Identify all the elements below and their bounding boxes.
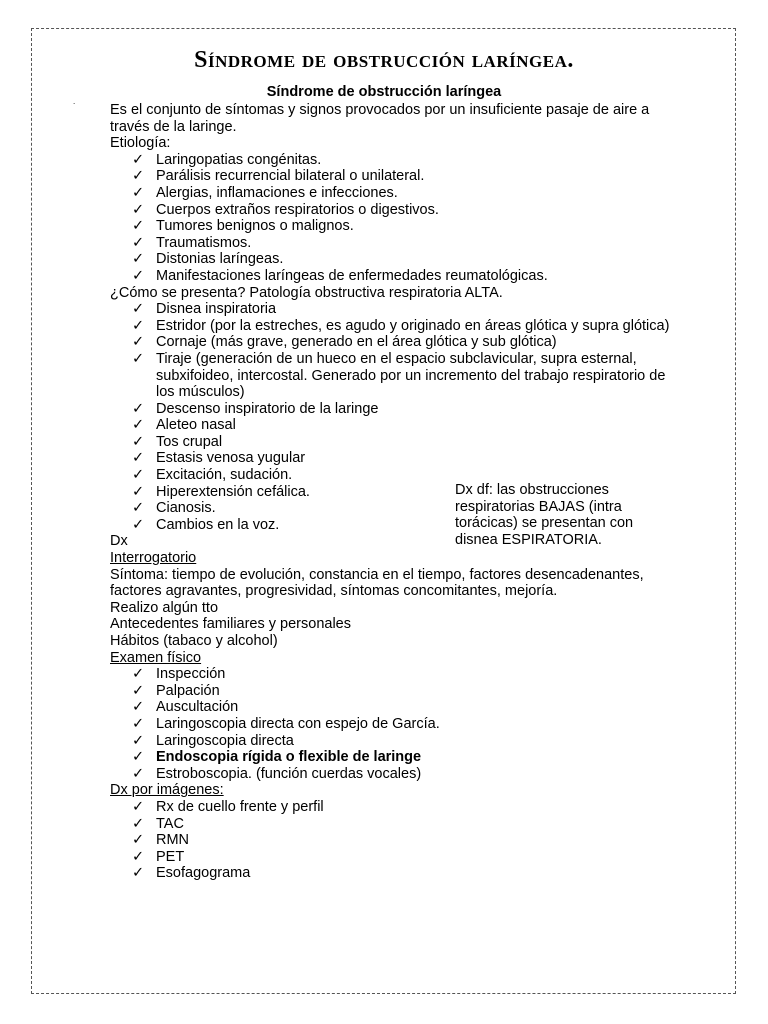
list-item: ✓ Palpación <box>132 682 220 699</box>
document-subtitle: Síndrome de obstrucción laríngea <box>266 84 502 100</box>
list-item: ✓ Tos crupal <box>132 433 223 450</box>
list-item: ✓ Aleteo nasal <box>132 417 236 434</box>
list-item: ✓ PET <box>132 848 185 865</box>
check-icon: ✓ <box>132 234 145 251</box>
list-item: ✓ Excitación, sudación. <box>132 467 293 484</box>
check-icon: ✓ <box>132 184 145 201</box>
check-icon: ✓ <box>132 682 145 699</box>
list-item: ✓ Endoscopia rígida o flexible de laringe <box>132 749 422 766</box>
presentation-heading: ¿Cómo se presenta? Patología obstructiva respiratoria ALTA. <box>110 284 503 301</box>
check-icon: ✓ <box>132 815 145 832</box>
check-icon: ✓ <box>132 666 145 683</box>
check-icon: ✓ <box>132 400 145 417</box>
list-item: ✓ Hiperextensión cefálica. <box>132 483 310 500</box>
side-note: Dx df: las obstrucciones respiratorias BAJAS (intra torácicas) se presentan con disnea ESPIRATORIA. <box>455 482 634 548</box>
dx-label: Dx <box>110 533 128 550</box>
check-icon: ✓ <box>132 500 145 517</box>
check-icon: ✓ <box>132 168 145 185</box>
list-item: ✓ Laringoscopia directa <box>132 732 294 749</box>
list-item: ✓ Cornaje (más grave, generado en el área glótica y sub glótica) <box>132 334 557 351</box>
exam-heading: Examen físico <box>110 649 202 666</box>
check-icon: ✓ <box>132 715 145 732</box>
check-icon: ✓ <box>132 317 145 334</box>
check-icon: ✓ <box>132 350 145 367</box>
check-icon: ✓ <box>132 483 145 500</box>
check-icon: ✓ <box>132 749 145 766</box>
list-item: ✓ Distonias laríngeas. <box>132 251 284 268</box>
check-icon: ✓ <box>132 699 145 716</box>
list-item: ✓ Inspección <box>132 666 226 683</box>
list-item: ✓ Estroboscopia. (función cuerdas vocales) <box>132 765 422 782</box>
list-item: ✓ Manifestaciones laríngeas de enfermedades reumatológicas. <box>132 267 548 284</box>
list-item: ✓ Rx de cuello frente y perfil <box>132 798 324 815</box>
list-item: ✓ Disnea inspiratoria <box>132 301 277 318</box>
check-icon: ✓ <box>132 832 145 849</box>
list-item: ✓ Cuerpos extraños respiratorios o digestivos. <box>132 201 439 218</box>
list-item: ✓ Traumatismos. <box>132 234 252 251</box>
list-item: ✓ Estridor (por la estreches, es agudo y originado en áreas glótica y supra glótica) <box>132 317 670 334</box>
history-line: Antecedentes familiares y personales <box>110 616 351 633</box>
document-title: Síndrome de obstrucción laríngea. <box>194 47 574 73</box>
list-item: ✓ Alergias, inflamaciones e infecciones. <box>132 184 398 201</box>
stray-mark: . <box>73 97 76 106</box>
symptom-paragraph: Síntoma: tiempo de evolución, constancia en el tiempo, factores desencadenantes, factores agravantes, progresividad, síntomas concomitantes, mejoría. <box>110 566 644 600</box>
intro-paragraph: Es el conjunto de síntomas y signos provocados por un insuficiente pasaje de aire a través de la laringe. <box>110 102 650 135</box>
imaging-list <box>110 799 670 882</box>
etiology-heading: Etiología: <box>110 135 171 152</box>
check-icon: ✓ <box>132 251 145 268</box>
check-icon: ✓ <box>132 301 145 318</box>
treatment-line: Realizo algún tto <box>110 599 219 616</box>
etiology-list <box>110 152 670 285</box>
check-icon: ✓ <box>132 417 145 434</box>
check-icon: ✓ <box>132 151 145 168</box>
list-item: ✓ Estasis venosa yugular <box>132 450 306 467</box>
check-icon: ✓ <box>132 798 145 815</box>
check-icon: ✓ <box>132 267 145 284</box>
interrogation-heading: Interrogatorio <box>110 550 197 567</box>
check-icon: ✓ <box>132 516 145 533</box>
check-icon: ✓ <box>132 765 145 782</box>
check-icon: ✓ <box>132 334 145 351</box>
check-icon: ✓ <box>132 218 145 235</box>
check-icon: ✓ <box>132 848 145 865</box>
list-item: ✓ Cambios en la voz. <box>132 516 280 533</box>
list-item: ✓ Tumores benignos o malignos. <box>132 218 354 235</box>
check-icon: ✓ <box>132 433 145 450</box>
imaging-heading: Dx por imágenes: <box>110 782 224 799</box>
check-icon: ✓ <box>132 865 145 882</box>
check-icon: ✓ <box>132 450 145 467</box>
list-item: ✓ RMN <box>132 832 190 849</box>
list-item: ✓ Parálisis recurrencial bilateral o unilateral. <box>132 168 425 185</box>
check-icon: ✓ <box>132 467 145 484</box>
check-icon: ✓ <box>132 201 145 218</box>
list-item: ✓ Tiraje (generación de un hueco en el espacio subclavicular, supra esternal, subxifoideo, intercostal. Generado por un incremento del trabajo respiratorio de los músculos) <box>132 350 666 401</box>
list-item: ✓ Auscultación <box>132 699 239 716</box>
check-icon: ✓ <box>132 732 145 749</box>
list-item: ✓ Laringoscopia directa con espejo de García. <box>132 715 440 732</box>
list-item: ✓ Esofagograma <box>132 865 251 882</box>
list-item: ✓ Cianosis. <box>132 500 216 517</box>
habits-line: Hábitos (tabaco y alcohol) <box>110 633 278 649</box>
list-item: ✓ Descenso inspiratorio de la laringe <box>132 400 379 417</box>
list-item: ✓ Laringopatias congénitas. <box>132 151 322 168</box>
exam-list <box>110 666 670 782</box>
list-item: ✓ TAC <box>132 815 184 832</box>
